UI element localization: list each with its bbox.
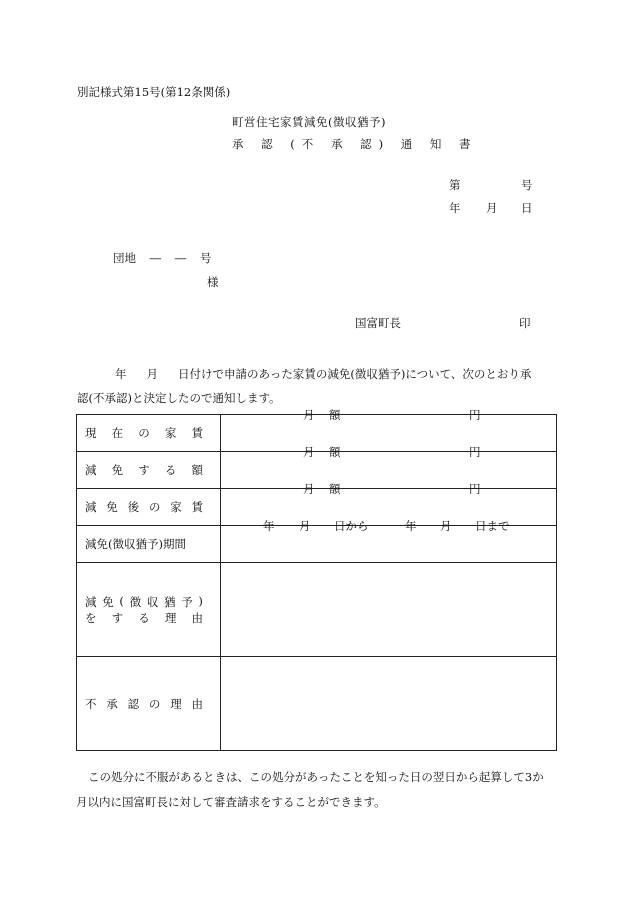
row-label-current-rent: 現 在 の 家 賃 (85, 426, 203, 440)
reason-cell[interactable] (221, 563, 557, 657)
table-row (77, 452, 557, 489)
seal-mark: 印 (519, 316, 531, 330)
table-row (77, 415, 557, 452)
body-month: 月 (146, 367, 158, 381)
row-label-period: 減免(徴収猶予)期間 (85, 537, 186, 551)
row-label-rent-after-reduction: 減 免 後 の 家 賃 (85, 500, 203, 514)
body-line2: 認(不承認)と決定したので通知します。 (77, 391, 281, 405)
doc-number-prefix: 第 (449, 178, 461, 192)
doc-number-suffix: 号 (521, 178, 533, 192)
row-label-reason-line1: 減 免 ( 徴 収 猶 予 ) (85, 593, 203, 609)
appeal-notice (76, 765, 558, 815)
reduction-amount-cell: 月 額 円 (221, 452, 557, 489)
row-label-reduction-amount: 減 免 す る 額 (85, 463, 203, 477)
date-day: 日 (521, 201, 533, 215)
form-number-label: 別記様式第15号(第12条関係) (77, 85, 231, 99)
rejection-reason-cell[interactable] (221, 657, 557, 751)
table-row (77, 563, 557, 657)
date-month: 月 (486, 201, 498, 215)
date-year: 年 (449, 201, 461, 215)
period-cell: 年 月 日から 年 月 日まで (221, 526, 557, 563)
row-label-reason-line2: を す る 理 由 (85, 610, 203, 625)
table-row (77, 526, 557, 563)
rent-after-reduction-cell: 月 額 円 (221, 489, 557, 526)
addressee-sama: 様 (207, 275, 219, 289)
document-title-line1: 町営住宅家賃減免(徴収猶予) (232, 115, 386, 129)
body-line1: 日付けで申請のあった家賃の減免(徴収猶予)について、次のとおり承 (178, 367, 532, 381)
issuer-mayor: 国富町長 (355, 316, 401, 330)
body-year: 年 (115, 367, 127, 381)
table-row (77, 657, 557, 751)
current-rent-cell: 月 額 円 (221, 415, 557, 452)
appeal-notice-line2: 月以内に国富町長に対して審査請求をすることができます。 (76, 795, 386, 809)
row-label-rejection-reason: 不 承 認 の 理 由 (85, 696, 203, 711)
body-paragraph (77, 362, 559, 410)
addressee-danchi: 団地 ― ― 号 (113, 251, 212, 265)
appeal-notice-line1: この処分に不服があるときは、この処分があったことを知った日の翌日から起算して3か (88, 770, 544, 784)
document-title-line2: 承 認 (不 承 認) 通 知 書 (232, 137, 478, 151)
info-table (76, 408, 557, 751)
